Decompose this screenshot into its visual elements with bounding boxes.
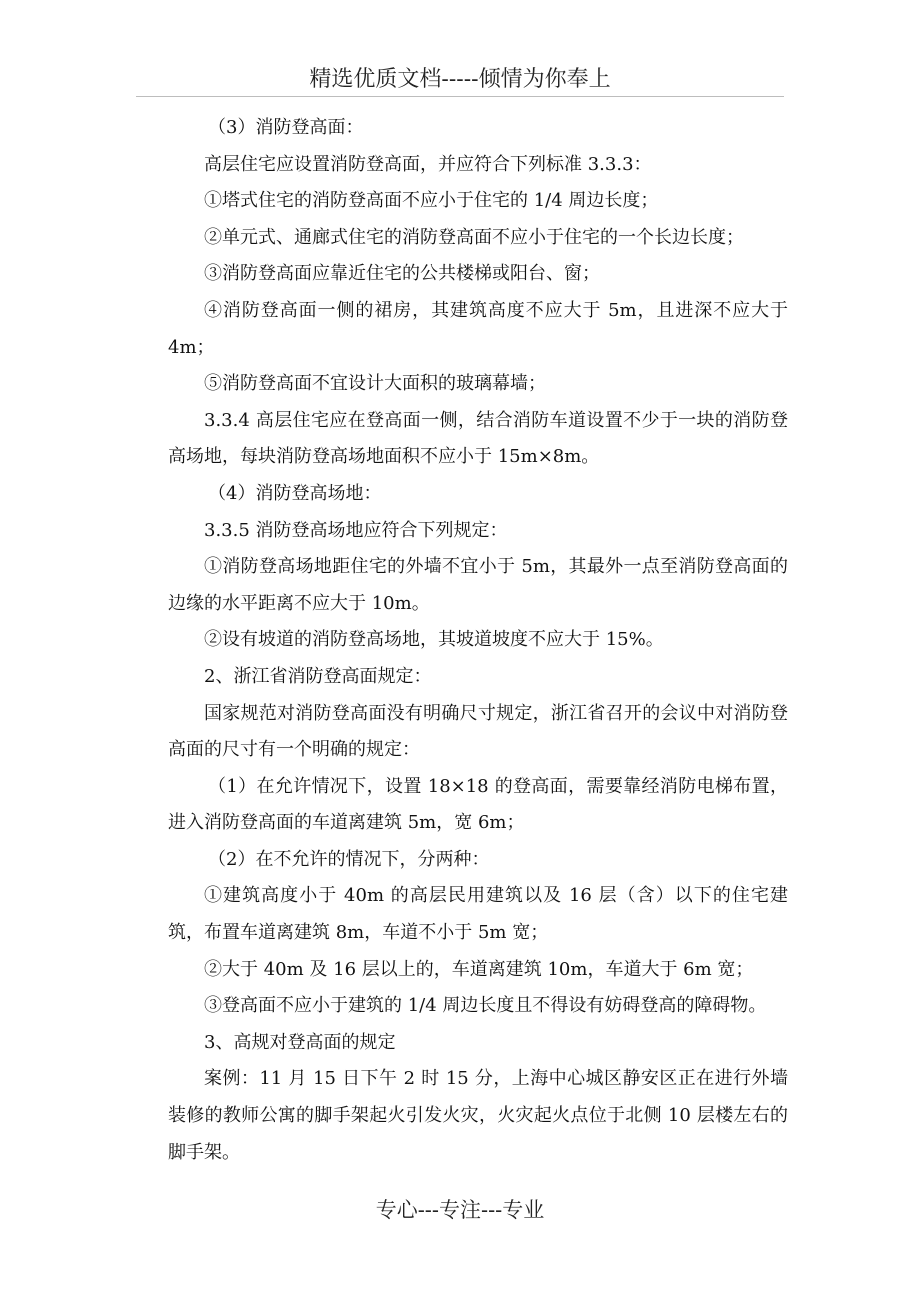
paragraph: 案例：11 月 15 日下午 2 时 15 分，上海中心城区静安区正在进行外墙装修的教师公寓的脚手架起火引发火灾，火灾起火点位于北侧 10 层楼左右的脚手架。 (168, 1068, 788, 1163)
paragraph: 高层住宅应设置消防登高面，并应符合下列标准 3.3.3： (204, 153, 652, 175)
list-item: ①消防登高场地距住宅的外墙不宜小于 5m，其最外一点至消防登高面的边缘的水平距离不应大于 10m。 (168, 556, 788, 614)
page-footer: 专心---专注---专业 (375, 1198, 545, 1222)
page-header: 精选优质文档-----倾情为你奉上 (309, 67, 611, 92)
heading-fire-rescue-face: （3）消防登高面： (208, 117, 364, 138)
list-item: ②设有坡道的消防登高场地，其坡道坡度不应大于 15%。 (204, 629, 664, 651)
paragraph: 3.3.5 消防登高场地应符合下列规定： (204, 519, 508, 541)
document-body (168, 110, 794, 1171)
header-divider (136, 96, 784, 97)
section-heading: 3、高规对登高面的规定 (204, 1031, 396, 1053)
list-item: （1）在允许情况下，设置 18×18 的登高面，需要靠经消防电梯布置，进入消防登高面的车道离建筑 5m，宽 6m； (168, 775, 788, 834)
list-item: ②单元式、通廊式住宅的消防登高面不应小于住宅的一个长边长度； (204, 226, 744, 248)
paragraph: 国家规范对消防登高面没有明确尺寸规定，浙江省召开的会议中对消防登高面的尺寸有一个明确的规定： (168, 702, 788, 761)
list-item: ②大于 40m 及 16 层以上的，车道离建筑 10m，车道大于 6m 宽； (204, 958, 754, 980)
heading-fire-rescue-site: （4）消防登高场地： (208, 482, 382, 504)
section-heading: 2、浙江省消防登高面规定： (204, 665, 432, 687)
list-item: ④消防登高面一侧的裙房，其建筑高度不应大于 5m，且进深不应大于 4m； (168, 299, 794, 358)
list-item: ③登高面不应小于建筑的 1/4 周边长度且不得设有妨碍登高的障碍物。 (204, 995, 767, 1017)
list-item: ①建筑高度小于 40m 的高层民用建筑以及 16 层（含）以下的住宅建筑，布置车道离建筑 8m，车道不小于 5m 宽； (168, 885, 788, 944)
list-item: （2）在不允许的情况下，分两种： (208, 848, 490, 870)
list-item: ③消防登高面应靠近住宅的公共楼梯或阳台、窗； (204, 263, 600, 285)
paragraph: 3.3.4 高层住宅应在登高面一侧，结合消防车道设置不少于一块的消防登高场地，每块消防登高场地面积不应小于 15m×8m。 (168, 409, 788, 468)
list-item: ①塔式住宅的消防登高面不应小于住宅的 1/4 周边长度； (204, 190, 659, 212)
list-item: ⑤消防登高面不宜设计大面积的玻璃幕墙； (204, 373, 546, 395)
